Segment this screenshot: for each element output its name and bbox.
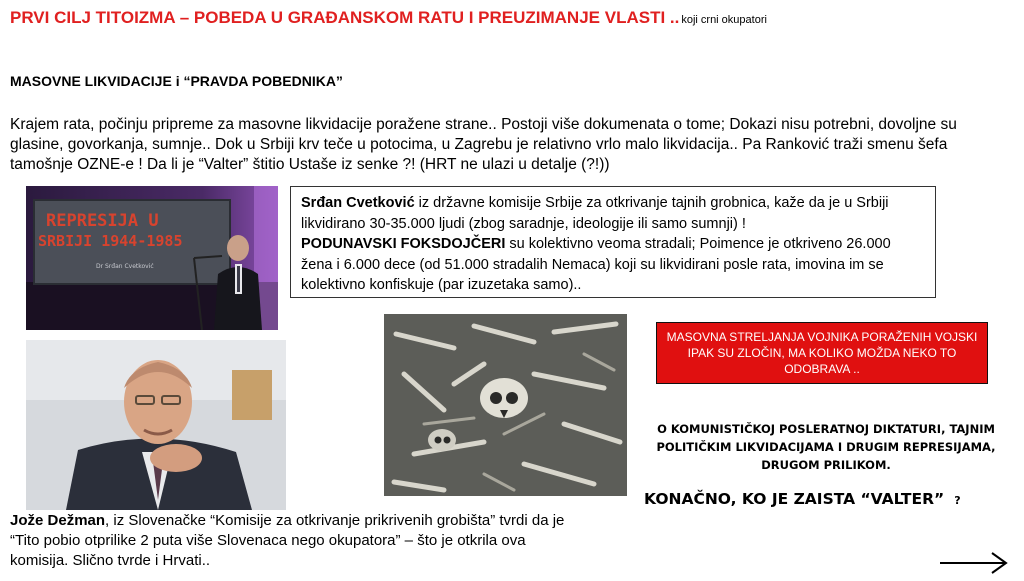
dezman-text-body: , iz Slovenačke “Komisije za otkrivanje prikrivenih grobišta” tvrdi da je “Tito pobio otprilike 2 puta više Slovenaca nego okupatora” – što je otkrila ova komisija. Slično tvrde i Hrvati..	[10, 512, 565, 569]
slide-line-1: REPRESIJA U	[46, 211, 159, 231]
intro-paragraph: Krajem rata, počinju pripreme za masovne likvidacije poražene strane.. Postoji više dokumenata o tome; Dokazi nisu potrebni, dovoljne su glasine, govorkanja, sumnje.. Dok u Srbiji krv teče u potocima, u Zagrebu je relativno vrlo malo likvidacija.. Pa Ranković traži smenu šefa tamošnje OZNE-e ! Da li je “Valter” štitio Ustaše iz senke ?! (HRT ne ulazi u detalje (?!))	[10, 116, 957, 173]
title-suffix: koji crni okupatori	[681, 14, 767, 26]
presentation-photo	[26, 186, 278, 330]
executions-warning-box: MASOVNA STRELJANJA VOJNIKA PORAŽENIH VOJSKI IPAK SU ZLOČIN, MA KOLIKO MOŽDA NEKO TO ODOBRAVA ..	[656, 322, 988, 384]
valter-question-text: KONAČNO, KO JE ZAISTA “VALTER”	[644, 490, 945, 508]
section-heading: MASOVNE LIKVIDACIJE i “PRAVDA POBEDNIKA”	[10, 73, 343, 89]
info-text-1: iz državne komisije Srbije za otkrivanje tajnih grobnica, kaže da je u Srbiji likvidirano 30-35.000 ljudi (zbog saradnje, ideologije ili samo sumnji) !	[301, 195, 889, 232]
slide-title	[10, 8, 767, 28]
dezman-paragraph	[10, 511, 570, 571]
question-mark: ?	[954, 494, 961, 507]
slide-byline: Dr Srđan Cvetković	[96, 263, 154, 270]
communist-dictatorship-note: O KOMUNISTIČKOJ POSLERATNOJ DIKTATURI, TAJNIM POLITIČKIM LIKVIDACIJAMA I DRUGIM REPRESIJAMA, DRUGOM PRILIKOM.	[656, 422, 996, 472]
portrait-photo	[26, 340, 286, 510]
title-main: PRVI CILJ TITOIZMA – POBEDA U GRAĐANSKOM RATU I PREUZIMANJE VLASTI ..	[10, 8, 680, 27]
right-arrow-icon[interactable]	[938, 550, 1010, 576]
cvetkovic-info-box	[290, 186, 936, 298]
group-name: PODUNAVSKI FOKSDOJČERI	[301, 236, 506, 252]
slide-line-2: SRBIJI 1944-1985	[38, 232, 183, 250]
person-name: Srđan Cvetković	[301, 195, 415, 211]
info-text-2: su kolektivno veoma stradali; Poimence je otkriveno 26.000 žena i 6.000 dece (od 51.000 stradalih Nemaca) koji su likvidirani posle rata, imovina im se kolektivno konfiskuje (par izuzetaka samo)..	[301, 236, 891, 293]
valter-question	[644, 490, 961, 508]
mass-grave-photo	[384, 314, 627, 496]
dezman-name: Jože Dežman	[10, 512, 106, 529]
